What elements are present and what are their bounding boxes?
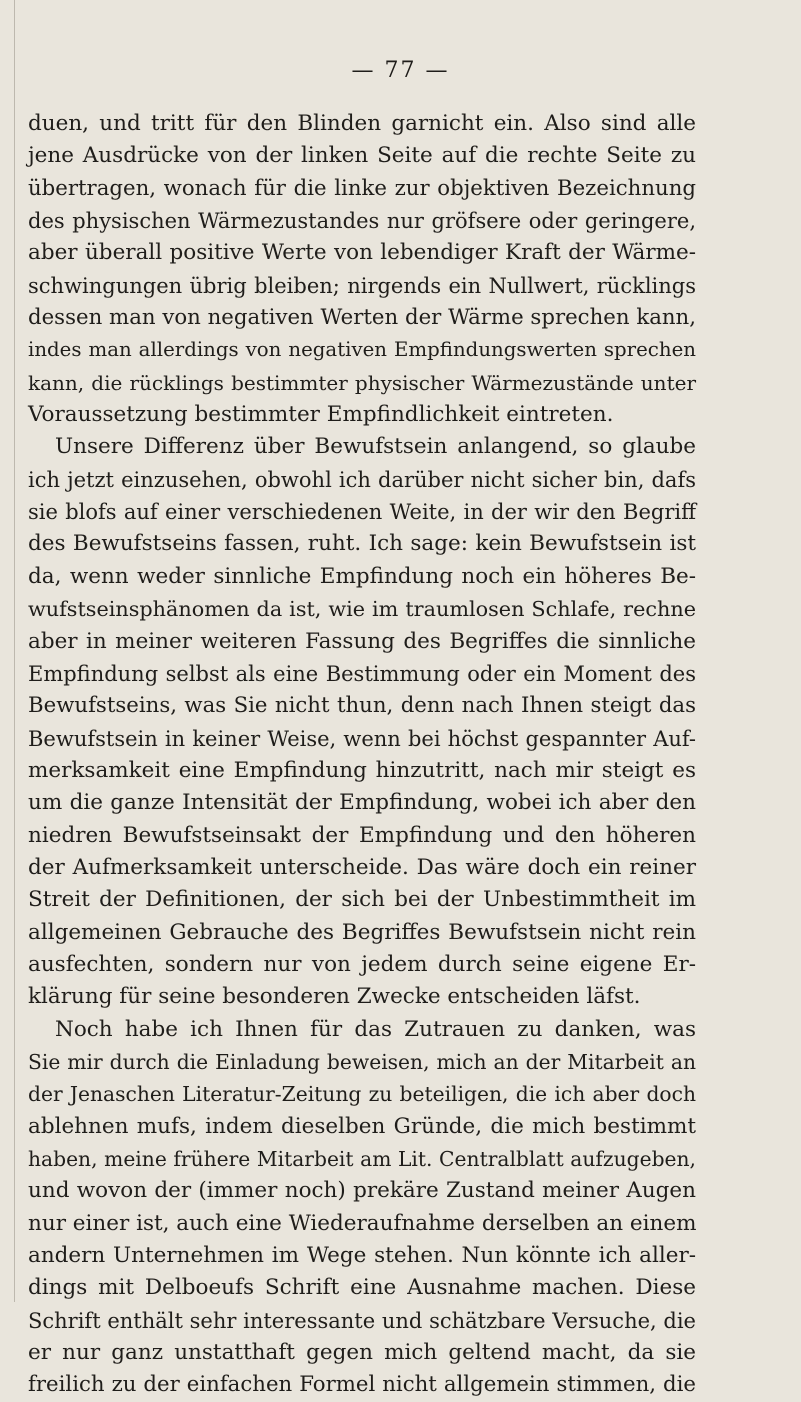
- text-line: allgemeinen Gebrauche des Begriffes Bewufstsein nicht rein: [28, 919, 696, 945]
- text-line: um die ganze Intensität der Empfindung, wobei ich aber den: [28, 790, 696, 816]
- text-line: des Bewufstseins fassen, ruht. Ich sage: kein Bewufstsein ist: [28, 531, 696, 557]
- text-line: Unsere Differenz über Bewufstsein anlangend, so glaube: [55, 434, 696, 460]
- text-line: Streit der Definitionen, der sich bei der Unbestimmtheit im: [28, 887, 696, 913]
- text-line: Bewufstsein in keiner Weise, wenn bei höchst gespannter Auf-: [28, 726, 696, 751]
- text-line: indes man allerdings von negativen Empfindungswerten sprechen: [28, 338, 696, 362]
- text-line: niedren Bewufstseinsakt der Empfindung und den höheren: [28, 822, 696, 848]
- text-line: sie blofs auf einer verschiedenen Weite, in der wir den Begriff: [28, 500, 696, 525]
- text-line: wufstseinsphänomen da ist, wie im traumlosen Schlafe, rechne: [28, 597, 696, 622]
- text-line: haben, meine frühere Mitarbeit am Lit. Centralblatt aufzugeben,: [28, 1147, 696, 1171]
- text-line: kann, die rücklings bestimmter physischer Wärmezustände unter: [28, 370, 696, 395]
- text-line: dings mit Delboeufs Schrift eine Ausnahme machen. Diese: [28, 1275, 696, 1301]
- text-line: aber überall positive Werte von lebendiger Kraft der Wärme-: [28, 240, 696, 266]
- text-line: Voraussetzung bestimmter Empfindlichkeit eintreten.: [28, 402, 614, 428]
- text-line: aber in meiner weiteren Fassung des Begriffes die sinnliche: [28, 628, 696, 654]
- text-line: übertragen, wonach für die linke zur objektiven Bezeichnung: [28, 175, 696, 201]
- text-line: nur einer ist, auch eine Wiederaufnahme derselben an einem: [28, 1210, 697, 1236]
- text-line: jene Ausdrücke von der linken Seite auf die rechte Seite zu: [28, 143, 696, 169]
- text-line: der Aufmerksamkeit unterscheide. Das wäre doch ein reiner: [28, 854, 696, 880]
- text-line: Noch habe ich Ihnen für das Zutrauen zu danken, was: [55, 1016, 696, 1042]
- text-line: da, wenn weder sinnliche Empfindung noch ein höheres Be-: [28, 563, 696, 589]
- text-line: Sie mir durch die Einladung beweisen, mich an der Mitarbeit an: [28, 1049, 696, 1074]
- page-left-edge: [14, 0, 15, 1302]
- text-line: schwingungen übrig bleiben; nirgends ein Nullwert, rücklings: [28, 273, 696, 298]
- text-line: des physischen Wärmezustandes nur gröfsere oder geringere,: [28, 209, 696, 234]
- page-number: — 77 —: [351, 58, 450, 83]
- text-line: Schrift enthält sehr interessante und schätzbare Versuche, die: [28, 1308, 696, 1333]
- body-text: [28, 108, 696, 1402]
- text-line: Bewufstseins, was Sie nicht thun, denn nach Ihnen steigt das: [28, 693, 696, 719]
- text-line: merksamkeit eine Empfindung hinzutritt, nach mir steigt es: [28, 757, 696, 783]
- text-line: ich jetzt einzusehen, obwohl ich darüber nicht sicher bin, dafs: [28, 467, 696, 492]
- text-line: ausfechten, sondern nur von jedem durch seine eigene Er-: [28, 951, 696, 977]
- text-line: ablehnen mufs, indem dieselben Gründe, die mich bestimmt: [28, 1113, 696, 1139]
- text-line: der Jenaschen Literatur-Zeitung zu beteiligen, die ich aber doch: [28, 1082, 696, 1107]
- text-line: dessen man von negativen Werten der Wärme sprechen kann,: [28, 305, 696, 331]
- text-line: andern Unternehmen im Wege stehen. Nun könnte ich aller-: [28, 1243, 696, 1269]
- text-line: duen, und tritt für den Blinden garnicht ein. Also sind alle: [28, 111, 696, 136]
- text-line: er nur ganz unstatthaft gegen mich geltend macht, da sie: [28, 1340, 696, 1366]
- text-line: klärung für seine besonderen Zwecke entscheiden läfst.: [28, 984, 641, 1010]
- text-line: Empfindung selbst als eine Bestimmung oder ein Moment des: [28, 661, 696, 686]
- text-line: freilich zu der einfachen Formel nicht allgemein stimmen, die: [28, 1372, 696, 1398]
- text-line: und wovon der (immer noch) prekäre Zustand meiner Augen: [28, 1178, 696, 1204]
